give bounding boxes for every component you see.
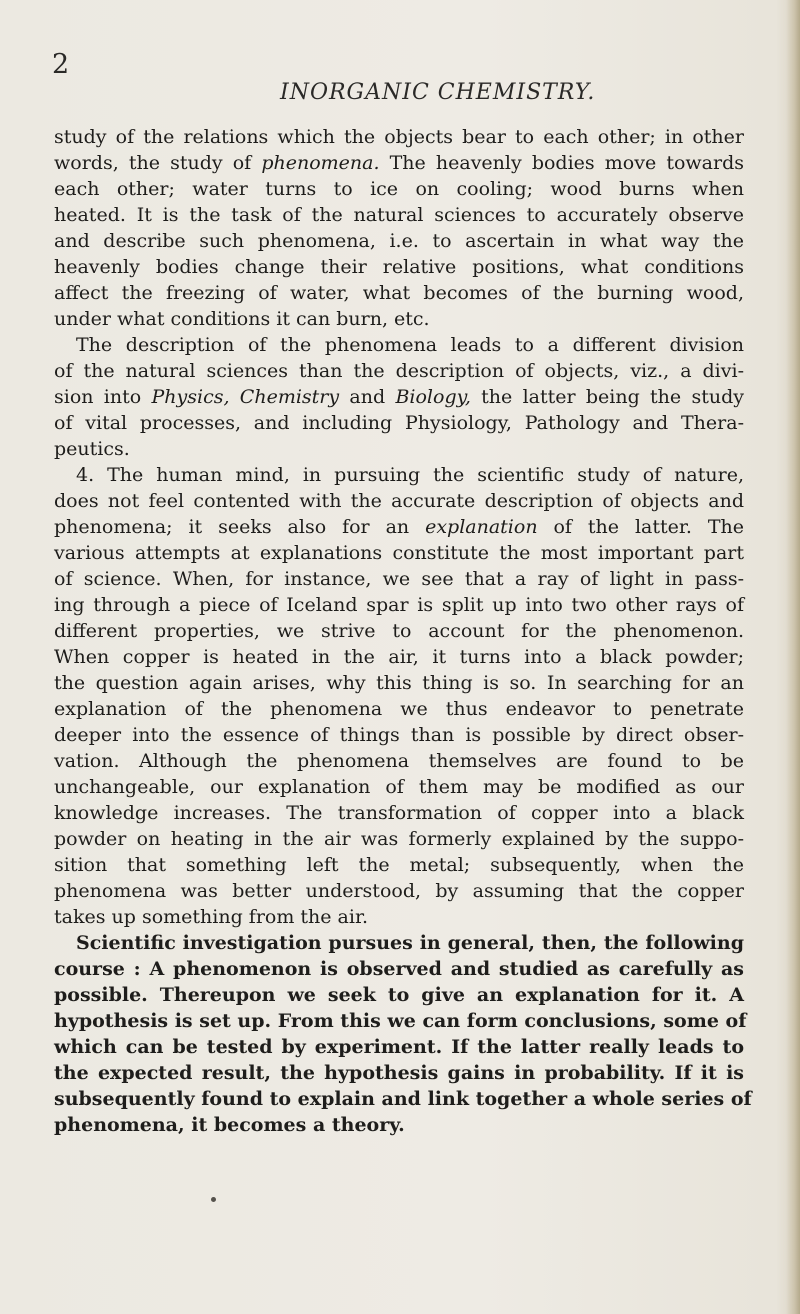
italic-term: Physics, <box>151 386 230 408</box>
text-line: heated. It is the task of the natural sciences to accurately observe <box>54 204 744 226</box>
text-line: ing through a piece of Iceland spar is split up into two other rays of <box>54 594 744 616</box>
italic-term: Biology, <box>395 386 471 408</box>
paragraph-3 <box>54 462 744 930</box>
text-line: course : A phenomenon is observed and studied as carefully as <box>54 958 744 980</box>
paragraph-1 <box>54 124 744 332</box>
text-line: of the natural sciences than the description of objects, viz., a divi- <box>54 360 744 382</box>
text-line: of vital processes, and including Physiology, Pathology and Thera- <box>54 412 744 434</box>
paragraph-2 <box>54 332 744 462</box>
text-line: the expected result, the hypothesis gains in probability. If it is <box>54 1062 744 1084</box>
text-line: knowledge increases. The transformation of copper into a black <box>54 802 744 824</box>
text-line: explanation of the phenomena we thus endeavor to penetrate <box>54 698 744 720</box>
text-line: different properties, we strive to account for the phenomenon. <box>54 620 744 642</box>
text-line: 4. The human mind, in pursuing the scientific study of nature, <box>76 464 744 486</box>
text-line: heavenly bodies change their relative positions, what conditions <box>54 256 744 278</box>
text-line: sion into Physics, Chemistry and Biology, the latter being the study <box>54 386 744 408</box>
text-line: which can be tested by experiment. If the latter really leads to <box>54 1036 744 1058</box>
text-line: words, the study of phenomena. The heavenly bodies move towards <box>54 152 744 174</box>
text-line: various attempts at explanations constitute the most important part <box>54 542 744 564</box>
text-line: hypothesis is set up. From this we can form conclusions, some of <box>54 1010 747 1032</box>
text-line: phenomena; it seeks also for an explanation of the latter. The <box>54 516 744 538</box>
text-line: peutics. <box>54 438 130 460</box>
text-line: subsequently found to explain and link together a whole series of <box>54 1088 752 1110</box>
text-line: The description of the phenomena leads to a different division <box>76 334 744 356</box>
text-line: vation. Although the phenomena themselves are found to be <box>54 750 744 772</box>
running-head: INORGANIC CHEMISTRY. <box>280 80 596 105</box>
page-number: 2 <box>52 49 70 80</box>
text-line: unchangeable, our explanation of them may be modified as our <box>54 776 744 798</box>
text-line: does not feel contented with the accurate description of objects and <box>54 490 744 512</box>
italic-term: phenomena. <box>261 152 380 174</box>
text-line: sition that something left the metal; subsequently, when the <box>54 854 744 876</box>
text-line: each other; water turns to ice on cooling; wood burns when <box>54 178 744 200</box>
text-line: and describe such phenomena, i.e. to ascertain in what way the <box>54 230 744 252</box>
page-edge-shadow <box>786 0 800 1314</box>
text-line: powder on heating in the air was formerly explained by the suppo- <box>54 828 744 850</box>
italic-term: explanation <box>425 516 538 538</box>
text-line: phenomena, it becomes a theory. <box>54 1114 405 1136</box>
body-text <box>54 124 752 1138</box>
ink-speck <box>211 1197 216 1202</box>
text-line: deeper into the essence of things than is possible by direct obser- <box>54 724 744 746</box>
text-line: Scientific investigation pursues in general, then, the following <box>76 932 744 954</box>
text-line: possible. Thereupon we seek to give an explanation for it. A <box>54 984 744 1006</box>
italic-term: Chemistry <box>239 386 340 408</box>
text-line: When copper is heated in the air, it turns into a black powder; <box>54 646 744 668</box>
text-line: under what conditions it can burn, etc. <box>54 308 430 330</box>
text-line: study of the relations which the objects bear to each other; in other <box>54 126 744 148</box>
text-line: phenomena was better understood, by assuming that the copper <box>54 880 744 902</box>
text-line: the question again arises, why this thing is so. In searching for an <box>54 672 744 694</box>
text-line: affect the freezing of water, what becomes of the burning wood, <box>54 282 744 304</box>
text-line: of science. When, for instance, we see that a ray of light in pass- <box>54 568 744 590</box>
text-line: takes up something from the air. <box>54 906 368 928</box>
paragraph-4 <box>54 930 752 1138</box>
